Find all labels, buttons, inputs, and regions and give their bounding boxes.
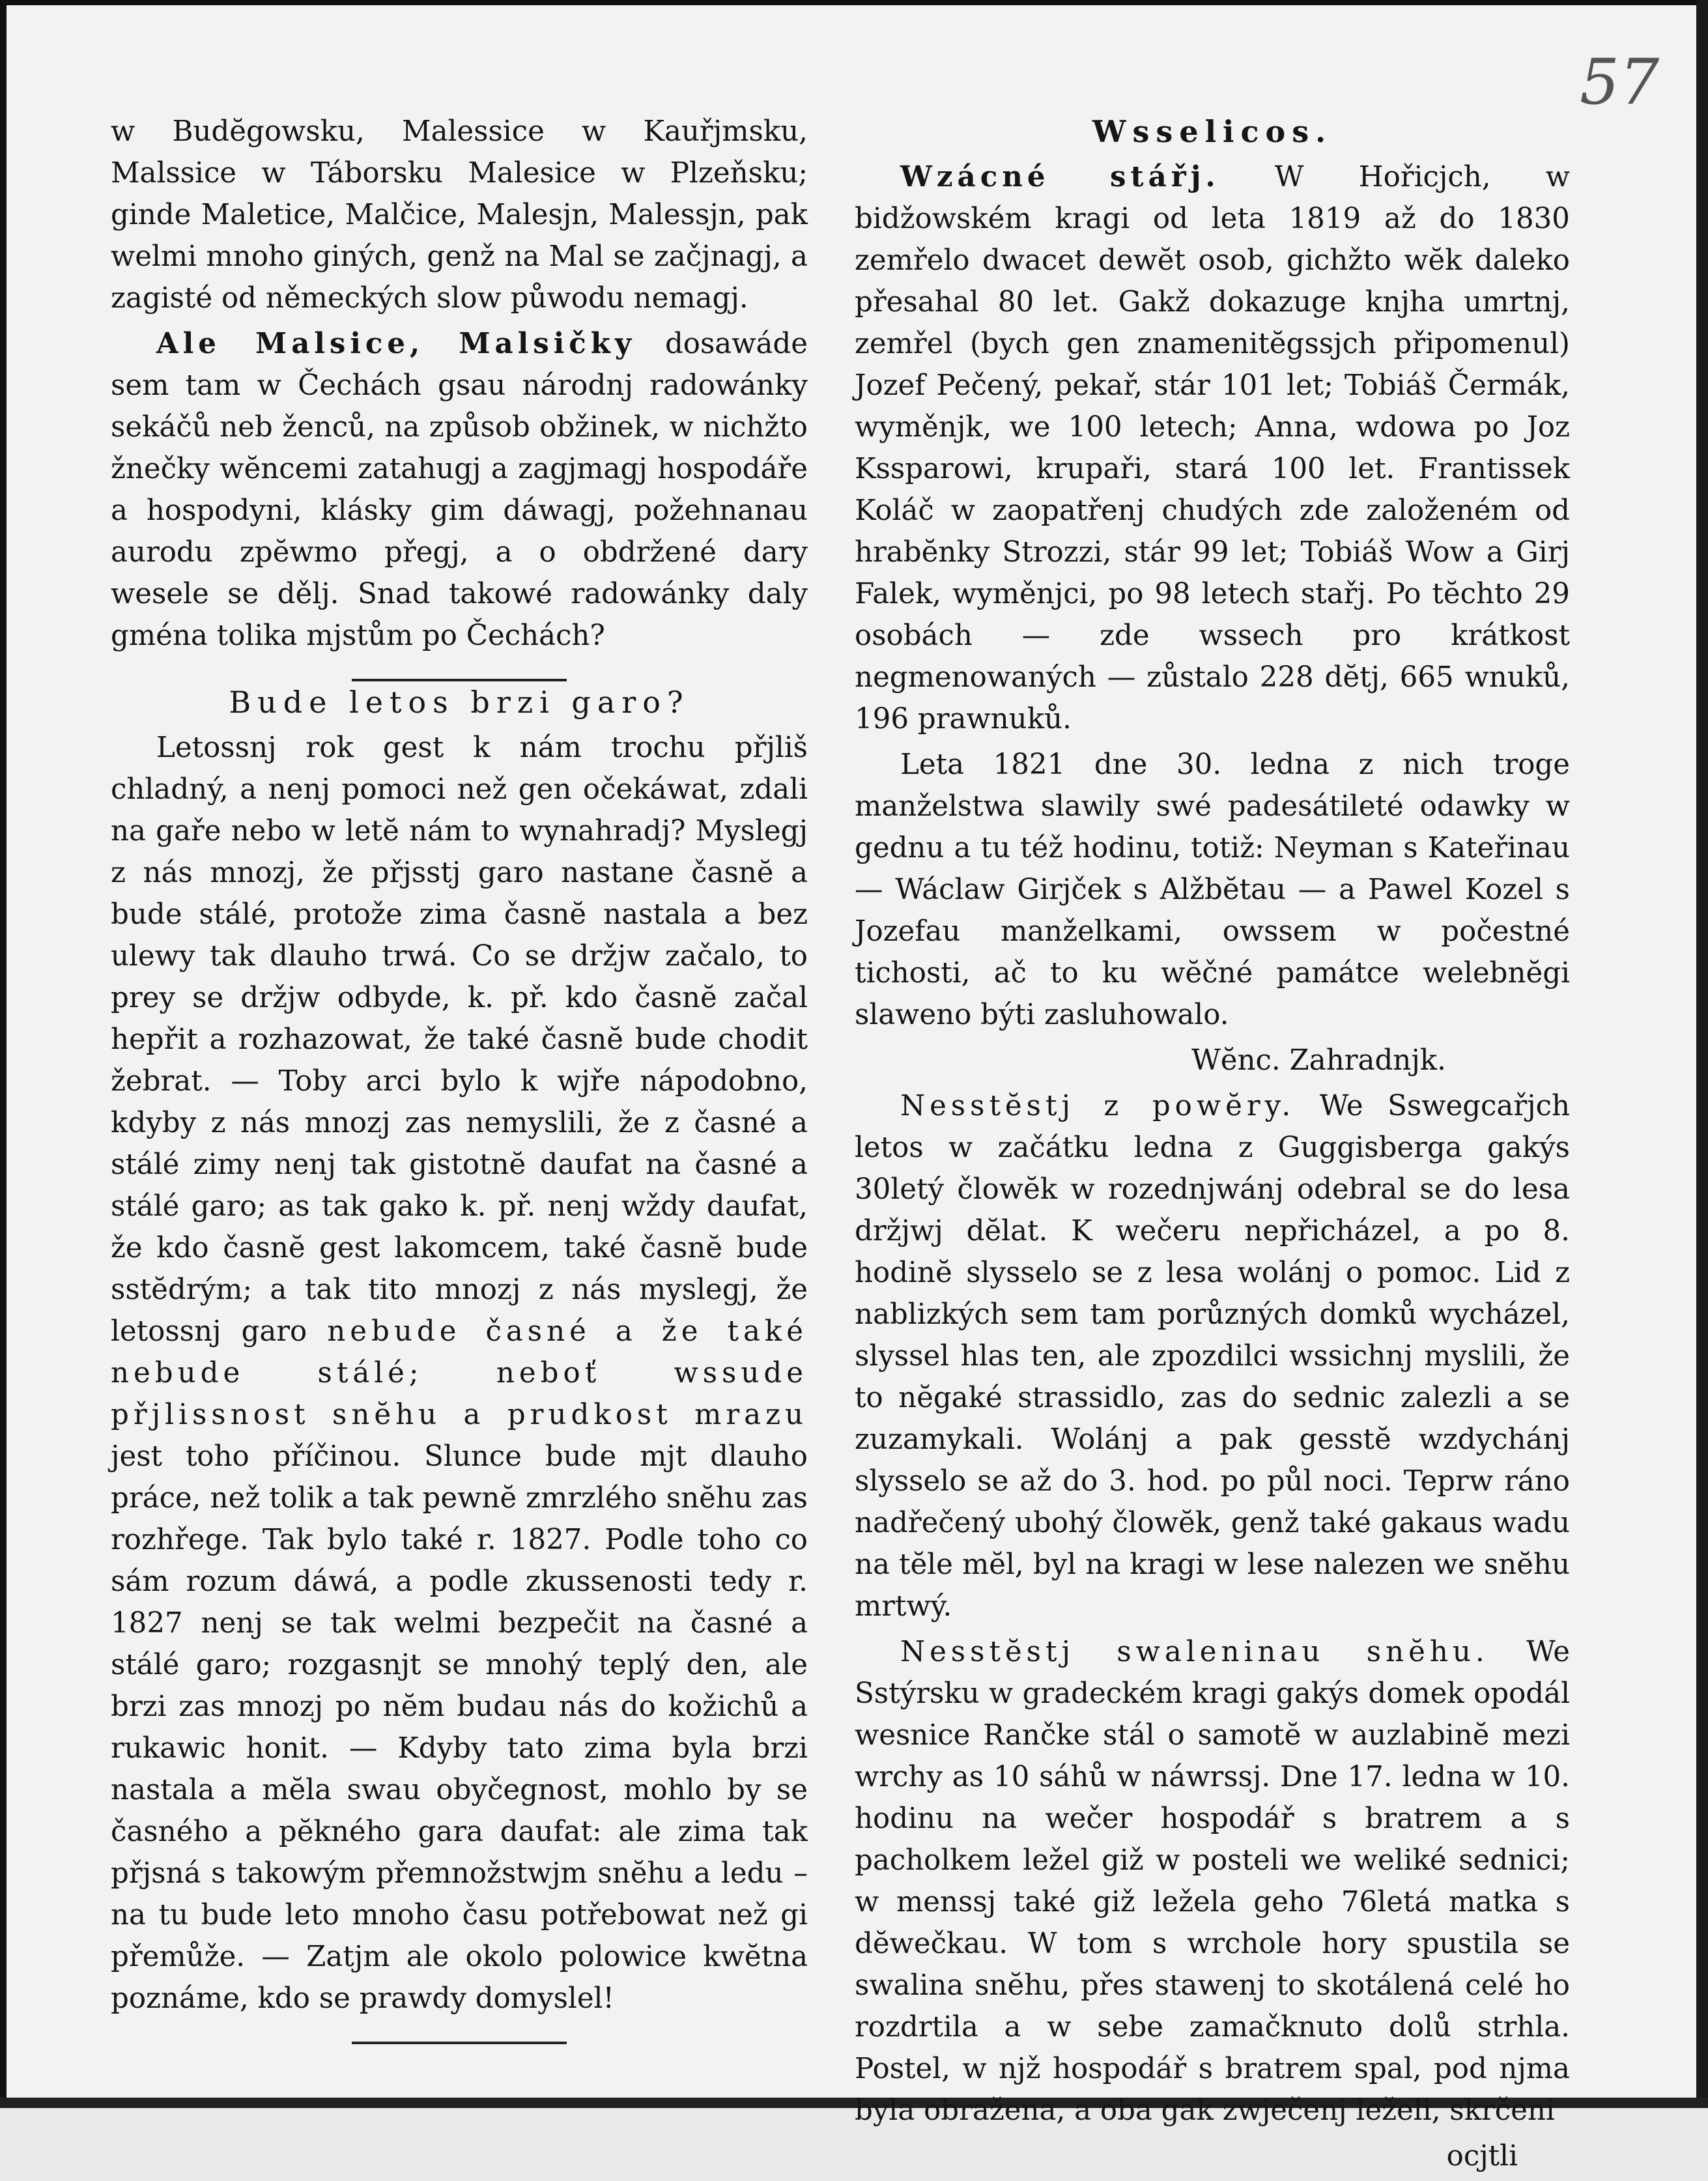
page-number: 57 bbox=[1580, 46, 1660, 119]
article-wzacne-stari-p2: Leta 1821 dne 30. ledna z nich troge manželstwa slawily swé padesátileté odawky w gednu a tu též hodinu, totiž: Neyman s Kateřinau — Wáclaw Girjček s Alžbĕtau — a Pawel Kozel s Jozefau manželkami, owssem w počestné tichosti, ač to ku wĕčné památce welebnĕgi slaweno býti zasluhowalo. bbox=[855, 748, 1570, 1031]
article-title-wzacne-stari: Wzácné stářj. bbox=[900, 160, 1220, 193]
left-column bbox=[111, 111, 808, 2044]
article-body-nesteti-z-powery: We Sswegcařjch letos w začátku ledna z Guggisberga gakýs 30letý člowĕk w rozednjwánj odebral se do lesa držjwj dĕlat. K wečeru nepřicházel, a po 8. hodinĕ slysselo se z lesa wolánj o pomoc. Lid z nablizkých sem tam porůzných domků wycházel, slyssel hlas ten, ale zpozdilci wssichnj myslili, že to nĕgaké strassidlo, zas do sednic zalezli a se zuzamykali. Wolánj a pak gesstĕ wzdychánj slysselo se až do 3. hod. po půl noci. Teprw ráno nadřečený ubohý člowĕk, genž také gakaus wadu na tĕle mĕl, byl na kragi w lese nalezen we snĕhu mrtwý. bbox=[855, 1090, 1570, 1623]
article-body-wzacne-stari: W Hořicjch, w bidžowském kragi od leta 1819 až do 1830 zemřelo dwacet dewĕt osob, gichžto wĕk daleko přesahal 80 let. Gakž dokazuge knjha umrtnj, zemřel (bych gen znamenitĕgssjch připomenul) Jozef Pečený, pekař, stár 101 let; Tobiáš Čermák, wyměnjk, we 100 letech; Anna, wdowa po Joz Kssparowi, krupaři, stará 100 let. Frantissek Koláč w zaopatřenj chudých zde založeném od hrabĕnky Strozzi, stár 99 let; Tobiáš Wow a Girj Falek, wyměnjci, po 98 letech stařj. Po tĕchto 29 osobách — zde wssech pro krátkost negmenowaných — zůstalo 228 dĕtj, 665 wnuků, 196 prawnuků. bbox=[855, 161, 1570, 735]
left-paragraph-3-spaced: nebude časné a že také nebude stálé; neboť wssude přjlissnost snĕhu a prudkost mrazu bbox=[111, 1315, 808, 1431]
article-heading-garo: Bude letos brzi garo? bbox=[229, 685, 690, 720]
scan-border-right bbox=[1696, 0, 1708, 2108]
left-paragraph-3-a: Letossnj rok gest k nám trochu přjliš chladný, a nenj pomoci než gen očekáwat, zdali na gaře nebo w letĕ nám to wynahradj? Myslegj z nás mnozj, že přjsstj garo nastane časnĕ a bude stálé, protože zima časnĕ nastala a bez ulewy tak dlauho trwá. Co se držjw začalo, to prey se držjw odbyde, k. př. kdo časnĕ začal hepřit a rozhazowat, že také časnĕ bude chodit žebrat. — Toby arci bylo k wjře nápodobno, kdyby z nás mnozj zas nemyslili, že z časné a stálé zimy nenj tak gistotnĕ daufat na časné a stálé garo; as tak gako k. př. nenj wždy daufat, že kdo časnĕ gest lakomcem, také časnĕ bude sstĕdrým; a tak tito mnozj z nás myslegj, že letossnj garo bbox=[111, 732, 808, 1348]
article-body-swalenina-snehu: We Sstýrsku w gradeckém kragi gakýs domek opodál wesnice Rančke stál o samotĕ w auzlabinĕ mezi wrchy as 10 sáhů w náwrssj. Dne 17. ledna w 10. hodinu na wečer hospodář s bratrem a s pacholkem ležel giž w posteli we weliké sednici; w menssj také giž ležela geho 76letá matka s dĕwečkau. W tom s wrchole hory spustila se swalina snĕhu, přes stawenj to skotálená celé ho rozdrtila a w sebe zamačknuto dolů strhla. Postel, w njž hospodář s bratrem spal, pod njma byla obražena, a oba gak zwječenj leželi, skrčeni bbox=[855, 1636, 1570, 2127]
left-paragraph-2-body: dosawáde sem tam w Čechách gsau nárοdnj radowánky sekáčů neb ženců, na způsob obžinek, w nichžto žnečky wĕncemi zatahugj a zagjmagj hospodáře a hospodyni, klásky gim dáwagj, požehnanau aurodu zpĕwmo přegj, a o obdržené dary wesele se dělj. Snad takowé radowánky daly gména tolika mjstům po Čechách? bbox=[111, 328, 808, 652]
left-paragraph-2-lead: Ale Malsice, Malsičky bbox=[156, 327, 636, 360]
section-heading-wsselicos: Wsselicos. bbox=[1092, 114, 1333, 149]
left-paragraph-2 bbox=[111, 323, 808, 657]
scan-border-top bbox=[0, 0, 1708, 5]
article-nesteti-z-powery bbox=[855, 1085, 1570, 1627]
article-title-nesteti-z-powery: Nesstĕstj z powĕry. bbox=[900, 1090, 1296, 1122]
article-wzacne-stari bbox=[855, 156, 1570, 740]
right-column bbox=[855, 111, 1570, 2181]
left-paragraph-3-b: jest toho příčinou. Slunce bude mjt dlauho práce, než tolik a tak pewnĕ zmrzlého snĕhu zas rozhřege. Tak bylo také r. 1827. Podle toho co sám rozum dáwá, a podle zkussenosti tedy r. 1827 nenj se tak welmi bezpečit na časné a stálé garo; rozgasnjt se mnohý teplý den, ale brzi zas mnozj po nĕm budau nás do kožichů a rukawic honit. — Kdyby tato zima byla brzi nastala a mĕla swau obyčegnost, mohlo by se časného a pĕkného gara daufat: ale zima tak přjsná s takowým přemnožstwjm snĕhu a ledu – na tu bude leto mnoho času potřebowat než gi přemůže. — Zatjm ale okolo polowice kwĕtna poznáme, kdo se prawdy domyslel! bbox=[111, 1440, 808, 2015]
left-paragraph-3 bbox=[111, 727, 808, 2019]
signature: Wĕnc. Zahradnjk. bbox=[1191, 1044, 1446, 1077]
left-paragraph-1: w Budĕgowsku, Malessice w Kauřjmsku, Malssice w Táborsku Malesice w Plzeňsku; ginde Maletice, Malčice, Malesjn, Malessjn, pak welmi mnoho giných, genž na Mal se začjnagj, a zagisté od německých slow půwodu nemagj. bbox=[111, 115, 808, 315]
article-title-swalenina-snehu: Nesstĕstj swaleninau snĕhu. bbox=[900, 1636, 1489, 1668]
catchword: ocjtli bbox=[1446, 2140, 1518, 2173]
scan-border-left bbox=[0, 0, 7, 2108]
end-divider bbox=[352, 2042, 567, 2044]
article-swalenina-snehu bbox=[855, 1631, 1570, 2131]
